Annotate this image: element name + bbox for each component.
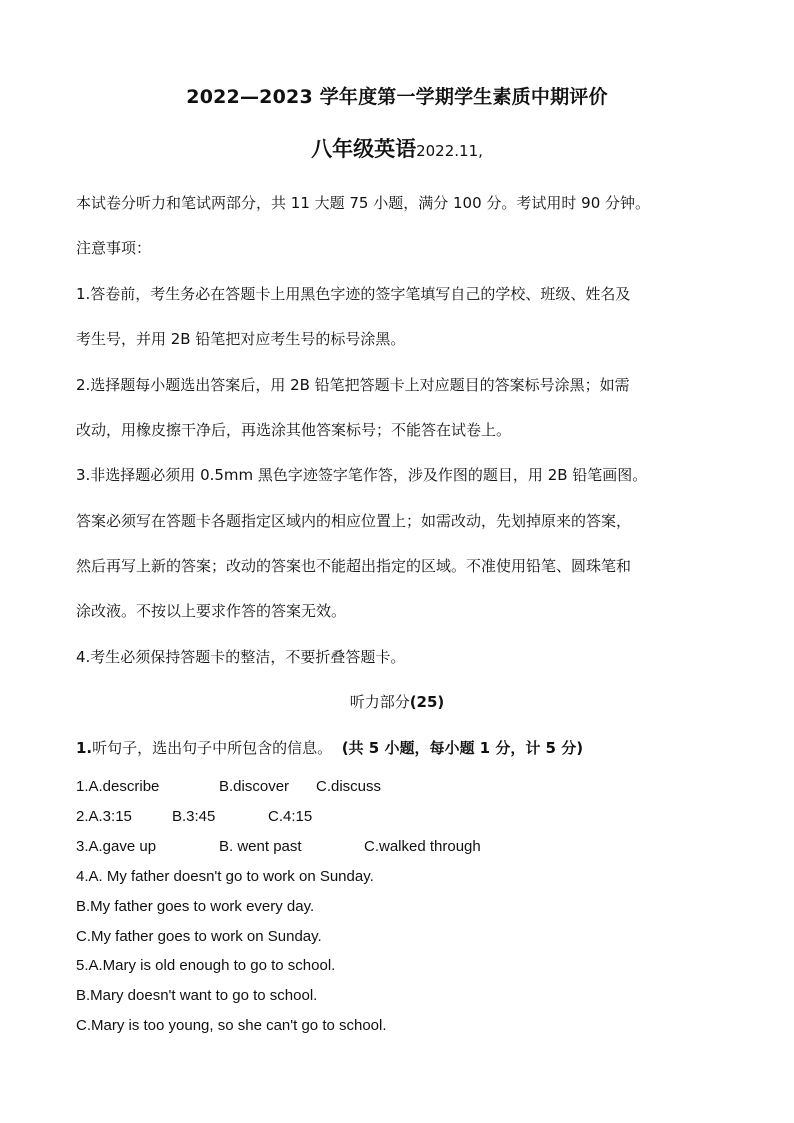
note-1b: 考生号，并用 2B 铅笔把对应考生号的标号涂黑。 <box>76 330 406 348</box>
subject-title: 八年级英语 <box>311 137 417 161</box>
item-1-option-b: B.discover <box>219 778 290 795</box>
section-heading <box>0 691 794 712</box>
item-3-option-a: 3.A.gave up <box>76 838 157 855</box>
item-2-option-a: 2.A.3:15 <box>76 808 132 825</box>
note-3d: 涂改液。不按以上要求作答的答案无效。 <box>76 602 347 620</box>
item-3-option-c: C.walked through <box>364 838 481 855</box>
item-5-option-b: B.Mary doesn't want to go to school. <box>76 987 318 1004</box>
note-1a: 1.答卷前，考生务必在答题卡上用黑色字迹的签字笔填写自己的学校、班级、姓名及 <box>76 285 631 303</box>
item-4-option-b: B.My father goes to work every day. <box>76 898 315 915</box>
note-2a: 2.选择题每小题选出答案后，用 2B 铅笔把答题卡上对应题目的答案标号涂黑；如需 <box>76 376 630 394</box>
item-3-option-b: B. went past <box>219 838 302 855</box>
note-4: 4.考生必须保持答题卡的整洁，不要折叠答题卡。 <box>76 648 406 666</box>
intro-line: 本试卷分听力和笔试两部分，共 11 大题 75 小题，满分 100 分。考试用时 90 分钟。 <box>76 194 651 212</box>
question-instruction: 听句子，选出句子中所包含的信息。 <box>92 739 333 757</box>
item-5-option-a: 5.A.Mary is old enough to go to school. <box>76 957 336 974</box>
question-1-heading <box>76 737 583 758</box>
section-title: 听力部分 <box>349 693 410 711</box>
item-1-option-c: C.discuss <box>316 778 382 795</box>
exam-title: 2022—2023 学年度第一学期学生素质中期评价 <box>186 86 608 108</box>
exam-date: 2022.11, <box>416 142 483 160</box>
question-scoring: (共 5 小题，每小题 1 分，计 5 分) <box>341 739 584 757</box>
item-4-option-c: C.My father goes to work on Sunday. <box>76 928 322 945</box>
section-points: (25) <box>409 693 445 711</box>
note-3b: 答案必须写在答题卡各题指定区域内的相应位置上；如需改动，先划掉原来的答案， <box>76 512 632 530</box>
note-3a: 3.非选择题必须用 0.5mm 黑色字迹签字笔作答，涉及作图的题目，用 2B 铅笔画图。 <box>76 466 648 484</box>
notes-heading: 注意事项： <box>76 239 152 257</box>
item-1-option-a: 1.A.describe <box>76 778 160 795</box>
question-number: 1. <box>76 739 93 757</box>
item-2-option-b: B.3:45 <box>172 808 216 825</box>
note-2b: 改动，用橡皮擦干净后，再选涂其他答案标号；不能答在试卷上。 <box>76 421 512 439</box>
exam-subtitle <box>0 133 794 163</box>
note-3c: 然后再写上新的答案；改动的答案也不能超出指定的区域。不准使用铅笔、圆珠笔和 <box>76 557 632 575</box>
item-5-option-c: C.Mary is too young, so she can't go to school. <box>76 1017 387 1034</box>
item-2-option-c: C.4:15 <box>268 808 313 825</box>
item-4-option-a: 4.A. My father doesn't go to work on Sunday. <box>76 868 374 885</box>
